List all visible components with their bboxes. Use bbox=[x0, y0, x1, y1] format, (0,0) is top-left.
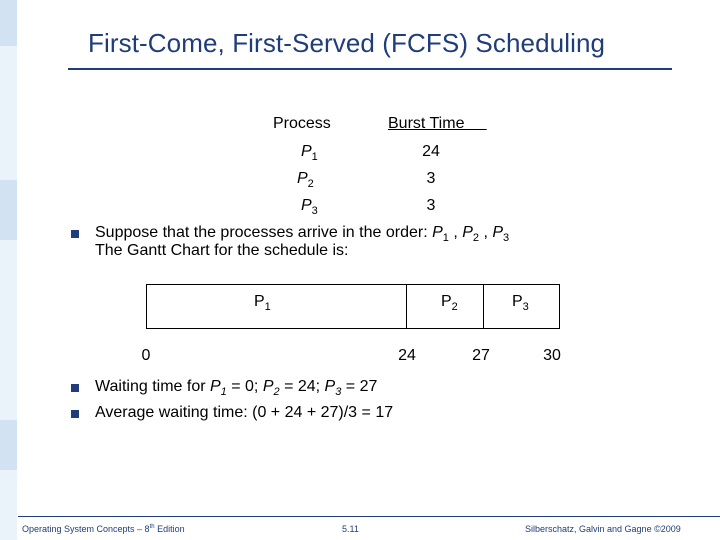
bullet-average-waiting: Average waiting time: (0 + 24 + 27)/3 = 17 bbox=[95, 404, 394, 421]
footer-book-title: Operating System Concepts – 8th Edition bbox=[22, 524, 185, 534]
left-decorative-bar bbox=[0, 0, 17, 540]
gantt-divider bbox=[559, 284, 560, 329]
footer-rule bbox=[18, 516, 720, 517]
gantt-divider bbox=[146, 284, 147, 329]
footer-copyright: Silberschatz, Galvin and Gagne ©2009 bbox=[525, 524, 681, 534]
gantt-tick-0: 0 bbox=[141, 347, 151, 364]
title-underline bbox=[68, 68, 672, 70]
header-process: Process bbox=[273, 115, 331, 132]
gantt-tick-27: 27 bbox=[472, 347, 490, 364]
header-burst-time: Burst Time bbox=[388, 115, 465, 132]
row-process-p2: $P_2$ bbox=[297, 170, 314, 190]
gantt-top-border bbox=[146, 284, 560, 285]
footer-page-number: 5.11 bbox=[342, 524, 359, 534]
gantt-label-p2: $P_2$ bbox=[441, 293, 458, 313]
bullet-gantt-intro: The Gantt Chart for the schedule is: bbox=[95, 242, 349, 259]
slide-title: First-Come, First-Served (FCFS) Scheduling bbox=[88, 28, 606, 58]
bullet-arrival-order: Suppose that the processes arrive in the order: $P_1$ , $P_2$ , $P_3$ bbox=[95, 224, 510, 244]
gantt-bottom-border bbox=[146, 328, 560, 329]
row-process-p3: $P_3$ bbox=[301, 197, 318, 217]
gantt-divider bbox=[406, 284, 407, 329]
row-process-p1: $P_1$ bbox=[301, 143, 318, 163]
sidebar-band bbox=[0, 420, 17, 470]
sidebar-band bbox=[0, 180, 17, 240]
row-burst-p1: 24 bbox=[422, 143, 440, 160]
row-burst-p3: 3 bbox=[426, 197, 436, 214]
gantt-tick-30: 30 bbox=[543, 347, 561, 364]
gantt-label-p3: $P_3$ bbox=[512, 293, 529, 313]
sidebar-band bbox=[0, 0, 17, 46]
bullet-waiting-time: Waiting time for $P_1 = 0$; $P_2 = 24$; $P_3 = 27$ bbox=[95, 378, 378, 398]
bullet-marker bbox=[71, 384, 79, 392]
gantt-label-p1: $P_1$ bbox=[254, 293, 271, 313]
row-burst-p2: 3 bbox=[426, 170, 436, 187]
bullet-marker bbox=[71, 230, 79, 238]
gantt-divider bbox=[483, 284, 484, 329]
gantt-tick-24: 24 bbox=[398, 347, 416, 364]
bullet-marker bbox=[71, 410, 79, 418]
